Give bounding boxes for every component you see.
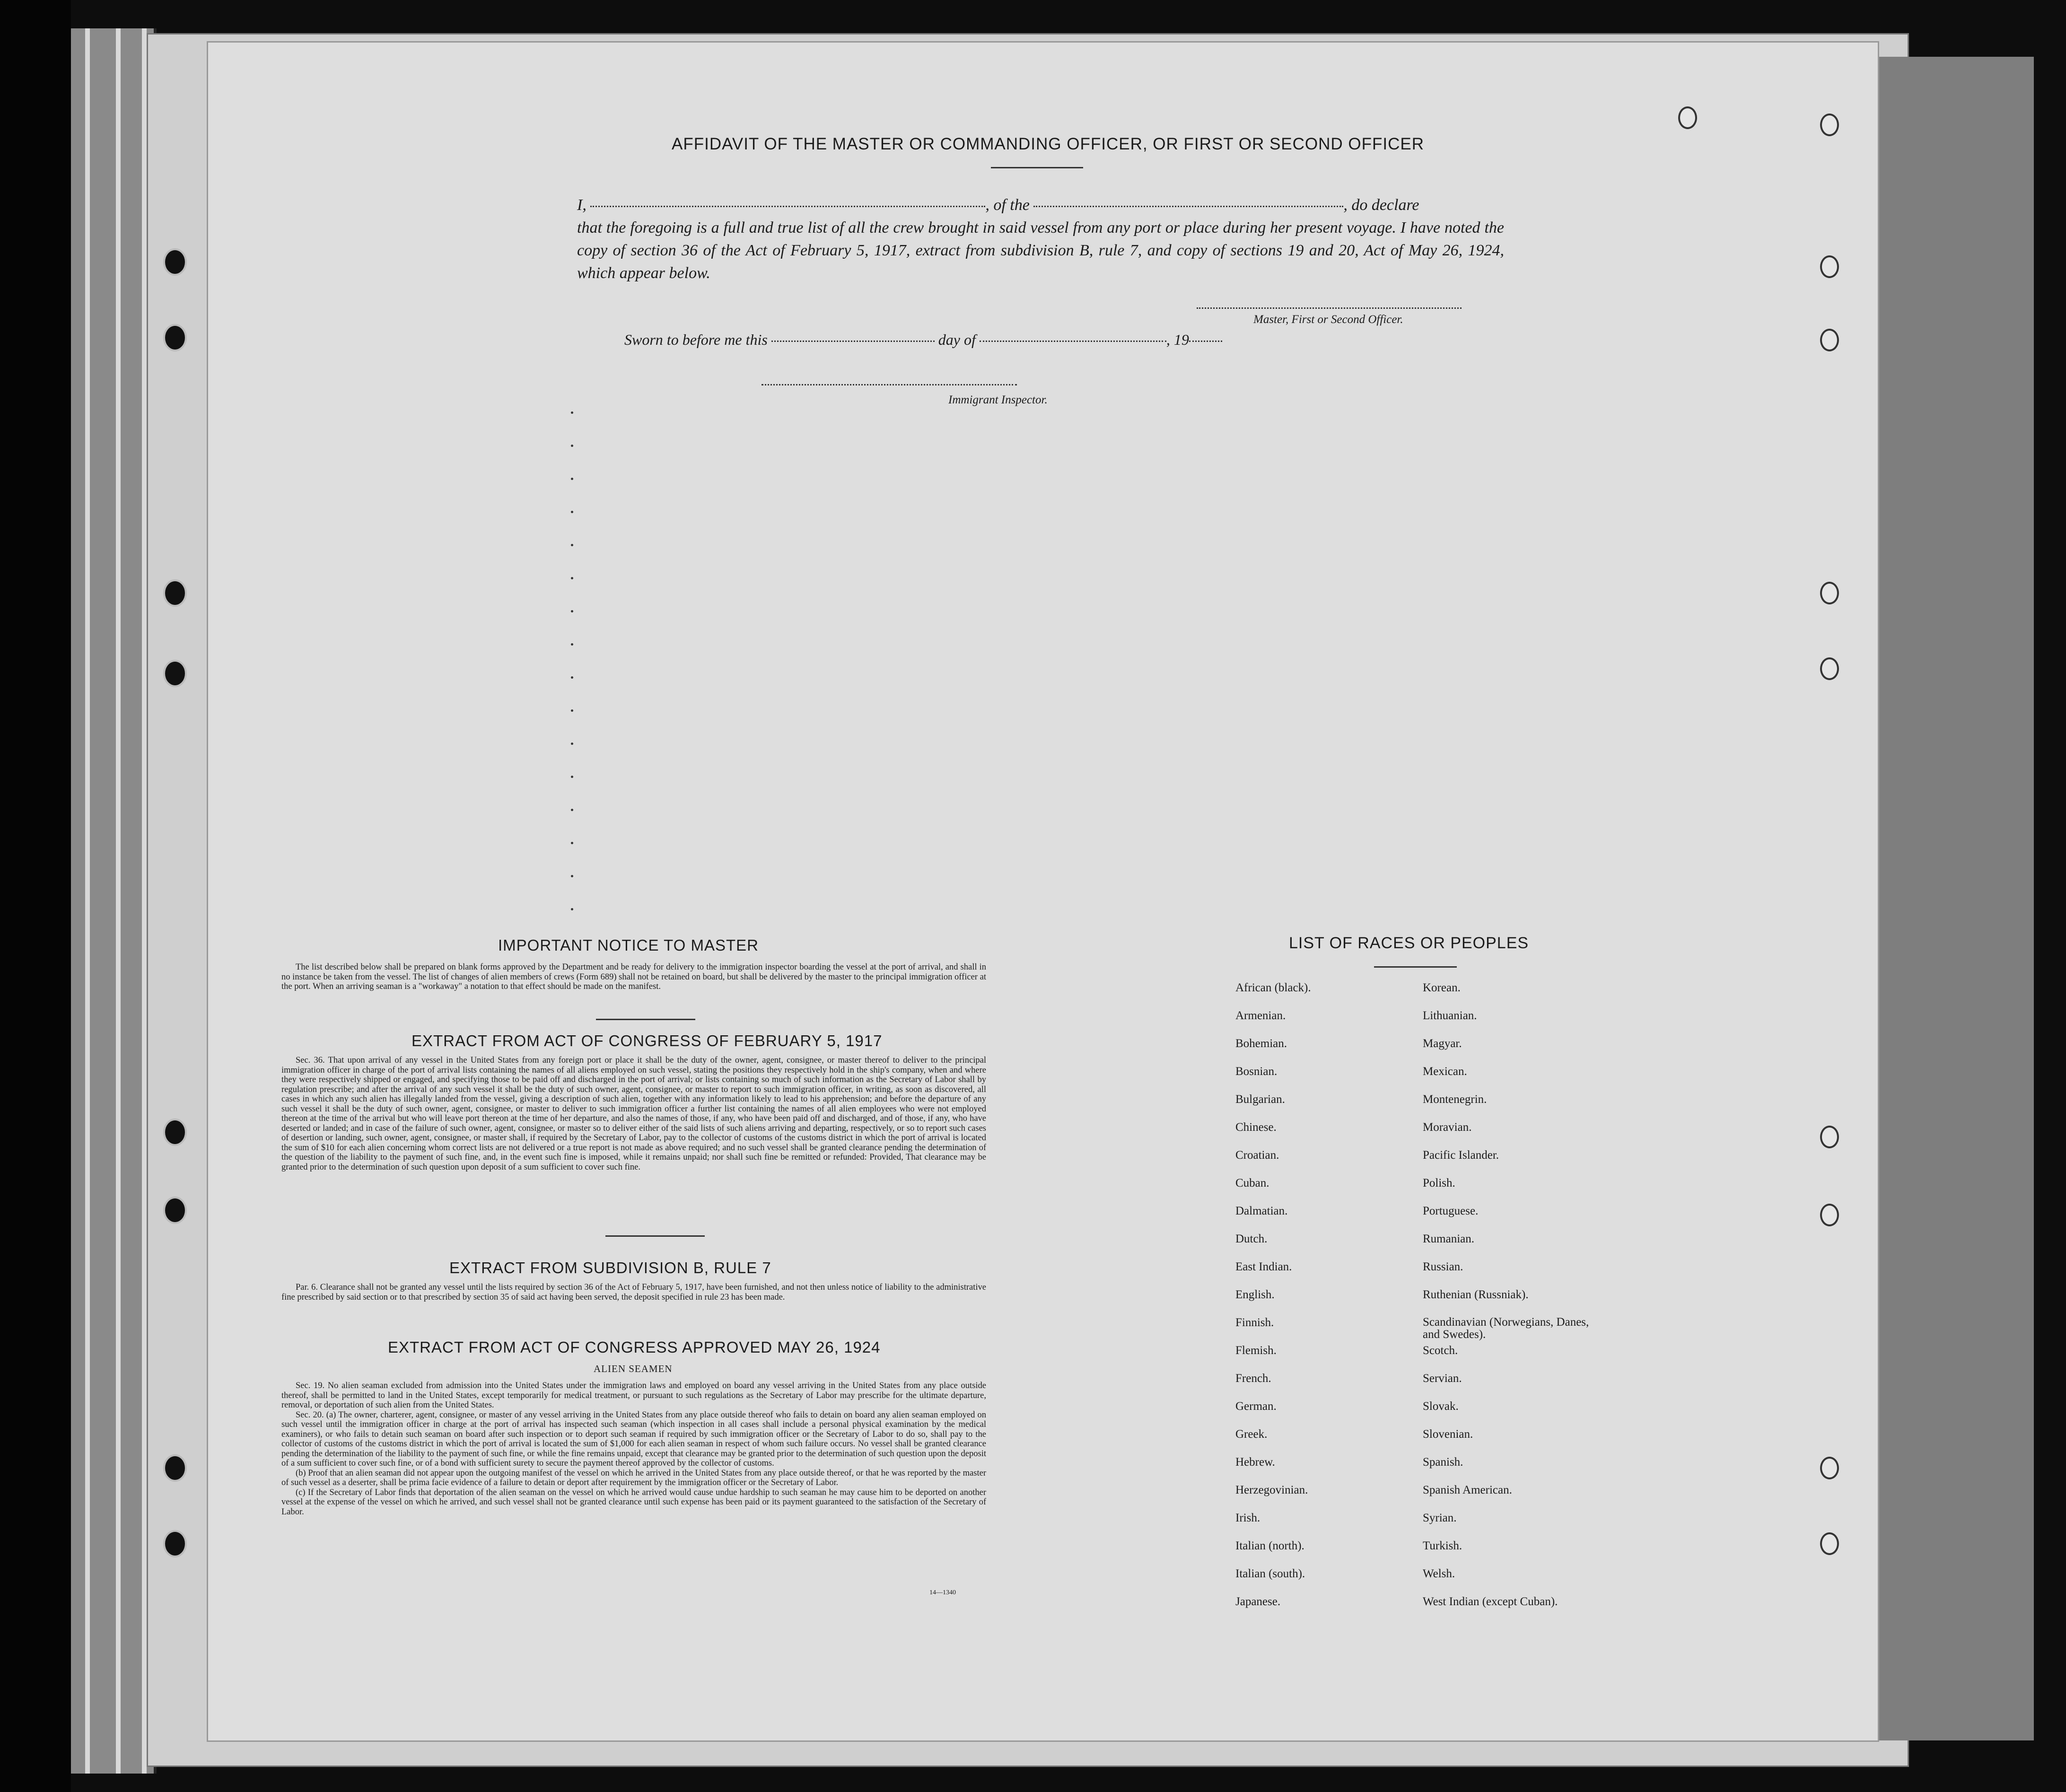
- binder-hole: [163, 660, 187, 687]
- alien-seamen-subhead: ALIEN SEAMEN: [594, 1363, 673, 1374]
- extract-1917-body: [281, 1056, 986, 1172]
- section-rule: [605, 1235, 705, 1237]
- race-item: Bulgarian.: [1235, 1093, 1285, 1106]
- extract-rule7-title: EXTRACT FROM SUBDIVISION B, RULE 7: [449, 1259, 771, 1276]
- race-item: Slovenian.: [1423, 1428, 1473, 1441]
- notice-title: IMPORTANT NOTICE TO MASTER: [498, 936, 759, 954]
- extract-1917-title: EXTRACT FROM ACT OF CONGRESS OF FEBRUARY 5, 1917: [411, 1032, 883, 1049]
- margin-dot: [571, 908, 573, 910]
- punch-hole: [1820, 1532, 1839, 1555]
- i-prefix: I,: [577, 196, 587, 214]
- race-item: Cuban.: [1235, 1177, 1269, 1189]
- extract-rule7-body: [281, 1283, 986, 1302]
- binder-hole: [163, 1530, 187, 1557]
- race-item: Italian (north).: [1235, 1539, 1304, 1552]
- race-item: German.: [1235, 1400, 1277, 1413]
- race-item: Pacific Islander.: [1423, 1149, 1499, 1162]
- extract-1924-body: [281, 1381, 986, 1517]
- punch-hole: [1820, 657, 1839, 680]
- margin-dot: [571, 577, 573, 579]
- scan-border: [0, 0, 71, 1792]
- notice-body: [281, 962, 986, 992]
- races-column-2: [1423, 981, 1598, 1623]
- punch-hole: [1820, 255, 1839, 278]
- margin-dot: [571, 445, 573, 447]
- extract-1924-title: EXTRACT FROM ACT OF CONGRESS APPROVED MAY 26, 1924: [388, 1338, 881, 1356]
- race-item: Ruthenian (Russniak).: [1423, 1288, 1529, 1301]
- race-item: Turkish.: [1423, 1539, 1462, 1552]
- master-name-blank[interactable]: [590, 206, 985, 207]
- punch-hole: [1820, 329, 1839, 351]
- day-of-label: day of: [938, 331, 976, 348]
- binder-hole: [163, 248, 187, 276]
- sworn-line: [624, 331, 1222, 349]
- margin-dot: [571, 411, 573, 414]
- race-item: Montenegrin.: [1423, 1093, 1487, 1106]
- race-item: Portuguese.: [1423, 1205, 1479, 1217]
- affidavit-body: [577, 194, 1504, 285]
- race-item: Spanish American.: [1423, 1484, 1512, 1496]
- margin-dot: [571, 544, 573, 546]
- master-caption: Master, First or Second Officer.: [1253, 313, 1403, 326]
- races-column-1: [1235, 981, 1311, 1623]
- section-36-text: Sec. 36. That upon arrival of any vessel in the United States from any foreign port or place it shall be the duty of the owner, agent, consignee, or master thereof to deliver to the principal immigration officer in charge of the port of arrival lists containing the names of all aliens employed on such vessel, stating the positions they respectively hold in the ship's company, when and where they were respectively shipped or engaged, and specifying those to be paid off and discharged in the port of arrival; or lists containing so much of such information as the Secretary of Labor shall by regulation prescribe; and after the arrival of any such vessel it shall be the duty of such owner, agent, consignee, or master to report to such immigration officer, in writing, as soon as discovered, all cases in which any such alien has illegally landed from the vessel, giving a description of such alien, together with any information likely to lead to his apprehension; and before the departure of any such vessel it shall be the duty of such owner, agent, consignee, or master to deliver to such immigration officer a further list containing the names of all alien employees who were not employed thereon at the time of the arrival but who will leave port thereon at the time of her departure, and also the names of those, if any, who have been paid off and discharged, and of those, if any, who have deserted or landed; and in case of the failure of such owner, agent, consignee, or master so to deliver either of the said lists of such aliens arriving and departing, respectively, or so to report such cases of desertion or landing, such owner, agent, consignee, or master shall, if required by the Secretary of Labor, pay to the collector of customs of the customs district in which the port of arrival is located the sum of $10 for each alien concerning whom correct lists are not delivered or a true report is not made as above required; and no such vessel shall be granted clearance pending the determination of the question of the liability to the payment of such fine, and, in the event such fine is imposed, while it remains unpaid; nor shall such fine be remitted or refunded: Provided, That clearance may be granted prior to the determination of such question upon deposit of a sum sufficient to cover such fine.: [281, 1056, 986, 1172]
- vessel-name-blank[interactable]: [1033, 206, 1343, 207]
- race-item: Scotch.: [1423, 1344, 1458, 1357]
- do-declare-label: , do declare: [1343, 196, 1419, 214]
- affidavit-statement: that the foregoing is a full and true list of all the crew brought in said vessel from any port or place during her present voyage. I have noted the copy of section 36 of the Act of February 5, 1917, extract from subdivision B, rule 7, and copy of sections 19 and 20, Act of May 26, 1924, which appear below.: [577, 219, 1504, 282]
- race-item: French.: [1235, 1372, 1271, 1385]
- form-number: 14—1340: [929, 1589, 956, 1596]
- race-item: Finnish.: [1235, 1316, 1274, 1329]
- race-item: Russian.: [1423, 1260, 1463, 1273]
- inspector-signature-line[interactable]: [762, 384, 1017, 385]
- race-item: Dalmatian.: [1235, 1205, 1288, 1217]
- race-item: Bosnian.: [1235, 1065, 1278, 1078]
- margin-dot: [571, 875, 573, 877]
- race-item: Herzegovinian.: [1235, 1484, 1308, 1496]
- race-item: Spanish.: [1423, 1456, 1463, 1469]
- race-item: Moravian.: [1423, 1121, 1472, 1134]
- margin-dot: [571, 776, 573, 778]
- punch-hole: [1820, 1204, 1839, 1226]
- margin-dot: [571, 743, 573, 745]
- margin-dot: [571, 842, 573, 844]
- of-the-label: , of the: [985, 196, 1030, 214]
- punch-hole: [1820, 582, 1839, 604]
- race-item: Italian (south).: [1235, 1567, 1305, 1580]
- punch-hole: [1820, 1457, 1839, 1479]
- race-item: Slovak.: [1423, 1400, 1459, 1413]
- race-item: West Indian (except Cuban).: [1423, 1595, 1558, 1608]
- year-prefix: , 19: [1166, 331, 1189, 348]
- race-item: English.: [1235, 1288, 1275, 1301]
- race-item: Chinese.: [1235, 1121, 1277, 1134]
- par-6-text: Par. 6. Clearance shall not be granted any vessel until the lists required by section 36 of the Act of February 5, 1917, have been furnished, and not then unless notice of liability to the administrative fine prescribed by said section or to that prescribed by section 35 of said act having been served, the deposit specified in rule 23 has been made.: [281, 1283, 986, 1302]
- margin-dot: [571, 511, 573, 513]
- race-item: Magyar.: [1423, 1037, 1462, 1050]
- race-item: Korean.: [1423, 981, 1461, 994]
- binder-strip: [71, 28, 157, 1774]
- section-rule: [596, 1019, 695, 1020]
- margin-dot: [571, 643, 573, 646]
- race-item: Syrian.: [1423, 1512, 1457, 1524]
- margin-dot: [571, 610, 573, 612]
- race-item: Croatian.: [1235, 1149, 1279, 1162]
- affidavit-title: AFFIDAVIT OF THE MASTER OR COMMANDING OFFICER, OR FIRST OR SECOND OFFICER: [672, 135, 1425, 153]
- sworn-prefix: Sworn to before me this: [624, 331, 768, 348]
- underlying-page-edge: [1878, 57, 2034, 1740]
- sworn-month-blank[interactable]: [980, 341, 1166, 342]
- race-item: Welsh.: [1423, 1567, 1455, 1580]
- race-item: Armenian.: [1235, 1009, 1286, 1022]
- margin-dot: [571, 676, 573, 679]
- races-rule: [1374, 966, 1457, 968]
- race-item: Irish.: [1235, 1512, 1261, 1524]
- punch-hole: [1820, 114, 1839, 136]
- master-signature-line[interactable]: [1197, 307, 1462, 309]
- title-rule: [991, 167, 1083, 168]
- notice-text: The list described below shall be prepared on blank forms approved by the Department and be ready for delivery to the immigration inspector boarding the vessel at the port of arrival, and shall in no instance be taken from the vessel. The list of changes of alien members of crews (Form 689) shall not be retained on board, but shall be delivered by the master to the principal immigration officer at the port. When an arriving seaman is a "workaway" a notation to that effect should be made on the manifest.: [281, 962, 986, 991]
- race-item: East Indian.: [1235, 1260, 1292, 1273]
- sec-20c-text: (c) If the Secretary of Labor finds that deportation of the alien seaman on the vessel on which he arrived would cause undue hardship to such seaman he may cause him to be deported on another vessel at the expense of the vessel on which he arrived, and such vessel shall not be granted clearance until such expense has been paid or its payment guaranteed to the satisfaction of the Secretary of Labor.: [281, 1487, 986, 1517]
- race-item: Rumanian.: [1423, 1233, 1475, 1245]
- race-item: Lithuanian.: [1423, 1009, 1477, 1022]
- sec-19-text: Sec. 19. No alien seaman excluded from admission into the United States under the immigration laws and employed on board any vessel arriving in the United States from any place outside thereof, shall be permitted to land in the United States, except temporarily for medical treatment, or pursuant to such regulations as the Secretary of Labor may prescribe for the ultimate departure, removal, or deportation of such alien from the United States.: [281, 1381, 986, 1410]
- races-title: LIST OF RACES OR PEOPLES: [1289, 934, 1529, 952]
- binder-hole: [163, 1119, 187, 1146]
- punch-hole: [1678, 106, 1697, 129]
- race-item: Hebrew.: [1235, 1456, 1275, 1469]
- inspector-caption: Immigrant Inspector.: [948, 393, 1048, 406]
- race-item: Servian.: [1423, 1372, 1462, 1385]
- punch-hole: [1820, 1126, 1839, 1148]
- race-item: Dutch.: [1235, 1233, 1268, 1245]
- race-item: Scandinavian (Norwegians, Danes, and Swedes).: [1423, 1316, 1589, 1341]
- margin-dot: [571, 478, 573, 480]
- race-item: Greek.: [1235, 1428, 1268, 1441]
- race-item: Mexican.: [1423, 1065, 1467, 1078]
- race-item: Japanese.: [1235, 1595, 1281, 1608]
- sec-20b-text: (b) Proof that an alien seaman did not appear upon the outgoing manifest of the vessel on which he arrived in the United States from any place outside thereof, or that he was reported by the master of such vessel as a deserter, shall be prima facie evidence of a failure to detain or deport after requirement by the immigration officer or the Secretary of Labor.: [281, 1468, 986, 1487]
- binder-hole: [163, 579, 187, 607]
- binder-hole: [163, 1197, 187, 1224]
- race-item: Flemish.: [1235, 1344, 1277, 1357]
- margin-dot: [571, 809, 573, 811]
- race-item: African (black).: [1235, 981, 1311, 994]
- binder-hole: [163, 1454, 187, 1482]
- sworn-day-blank[interactable]: [771, 341, 935, 342]
- race-item: Polish.: [1423, 1177, 1455, 1189]
- race-item: Bohemian.: [1235, 1037, 1287, 1050]
- binder-hole: [163, 324, 187, 351]
- sworn-year-blank[interactable]: [1189, 341, 1222, 342]
- sec-20a-text: Sec. 20. (a) The owner, charterer, agent, consignee, or master of any vessel arriving in the United States from any place outside thereof who fails to detain on board any alien seaman employed on such vessel until the immigration officer in charge at the port of arrival has inspected such seaman (which inspection in all cases shall include a personal physical examination by the medical examiners), or who fails to detain such seaman on board after such inspection or to deport such seaman if required by such immigration officer or the Secretary of Labor to do so, shall pay to the collector of customs of the customs district in which the port of arrival is located the sum of $1,000 for each alien seaman in respect of whom such failure occurs. No vessel shall be granted clearance pending the determination of the liability to the payment of such fine, or while the fine remains unpaid, except that clearance may be granted prior to the determination of such question upon the deposit of a sum sufficient to cover such fine, or of a bond with sufficient surety to secure the payment thereof approved by the collector of customs.: [281, 1410, 986, 1468]
- margin-dot: [571, 709, 573, 712]
